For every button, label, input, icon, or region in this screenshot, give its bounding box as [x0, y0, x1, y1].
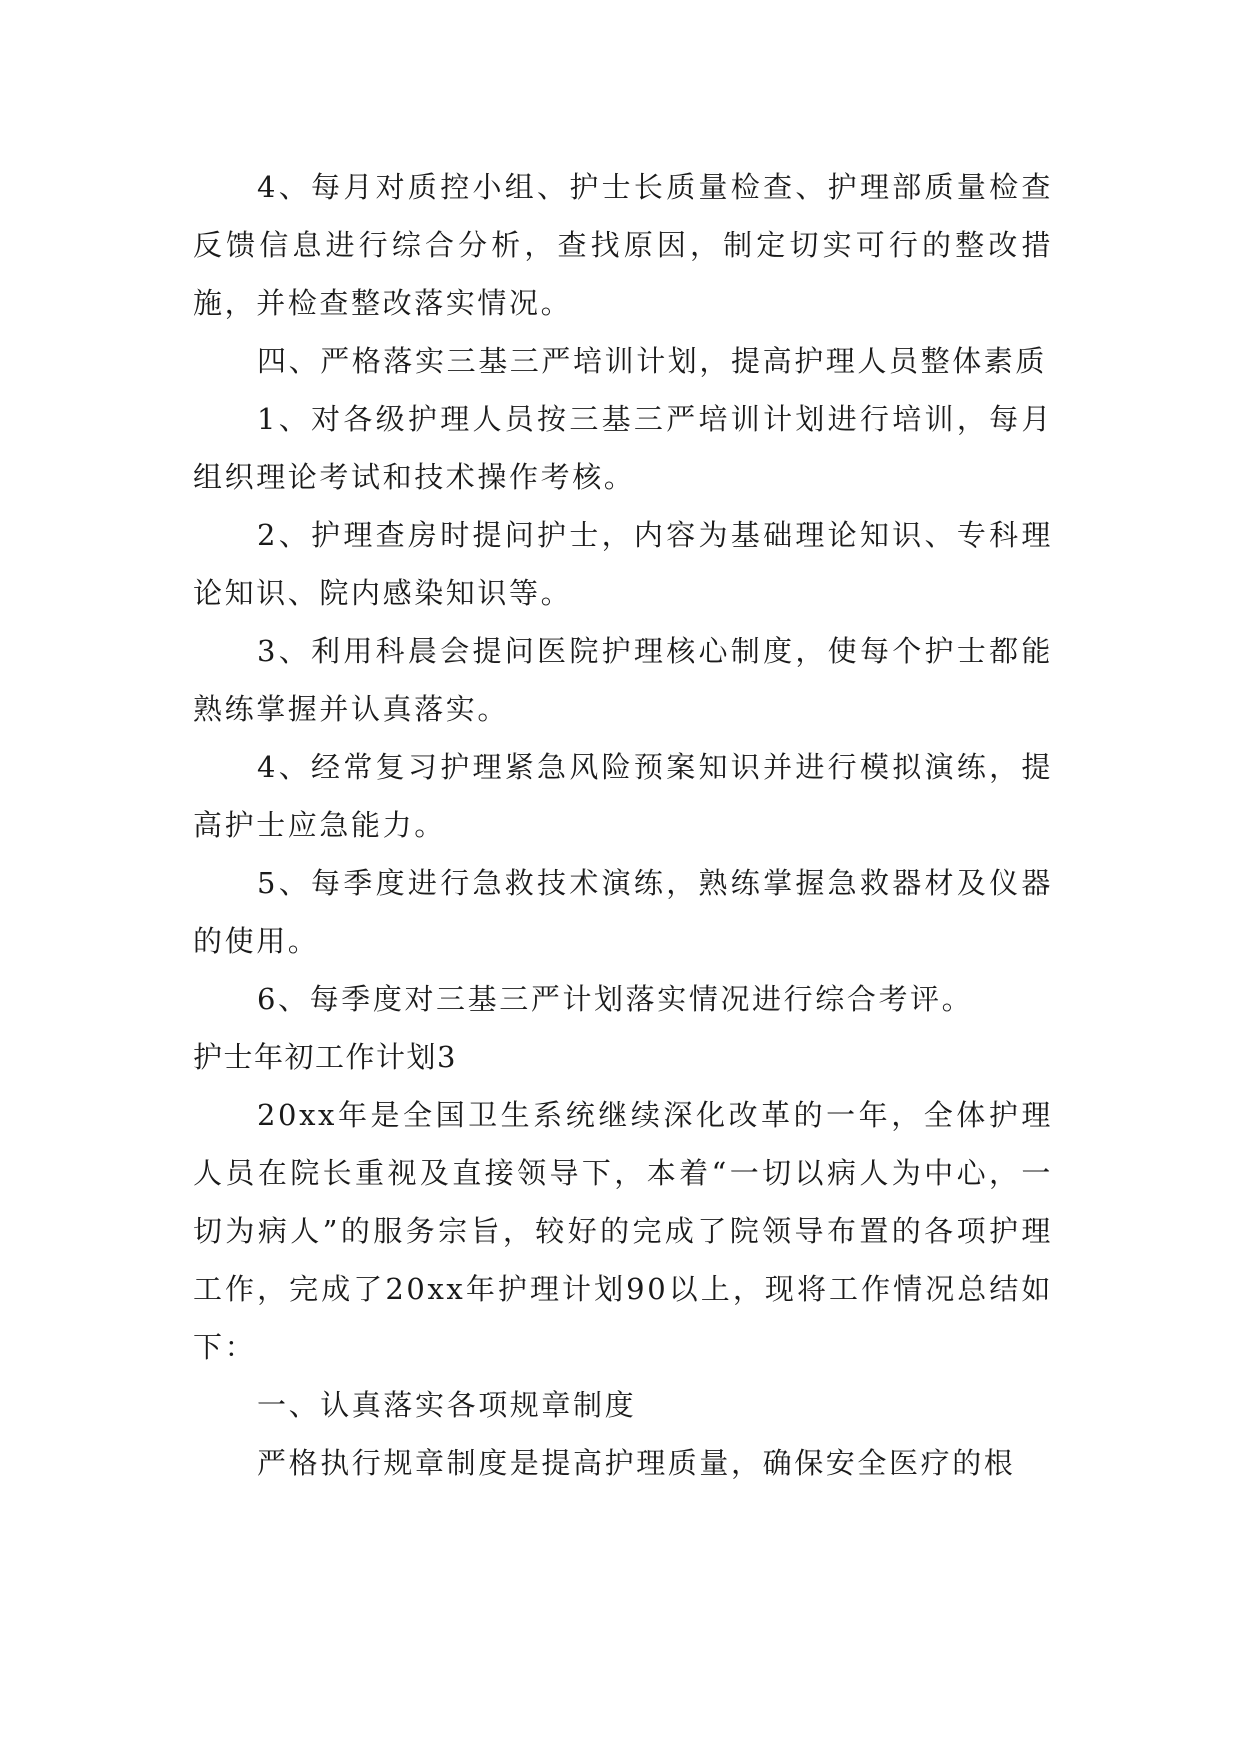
paragraph-item-2-rounds: 2、护理查房时提问护士，内容为基础理论知识、专科理论知识、院内感染知识等。 [193, 518, 1053, 610]
paragraph-item-5-first-aid: 5、每季度进行急救技术演练，熟练掌握急救器材及仪器的使用。 [193, 866, 1053, 958]
paragraph-intro: 20xx年是全国卫生系统继续深化改革的一年，全体护理人员在院长重视及直接领导下，本着“一切以病人为中心，一切为病人”的服务宗旨，较好的完成了院领导布置的各项护理工作，完成了20xx年护理计划90以上，现将工作情况总结如下： [193, 1098, 1053, 1364]
section-heading-rules: 一、认真落实各项规章制度 [257, 1388, 637, 1422]
paragraph-item-3-morning-meeting: 3、利用科晨会提问医院护理核心制度，使每个护士都能熟练掌握并认真落实。 [193, 634, 1053, 726]
paragraph-item-1-training: 1、对各级护理人员按三基三严培训计划进行培训，每月组织理论考试和技术操作考核。 [193, 402, 1053, 494]
section-heading-training: 四、严格落实三基三严培训计划，提高护理人员整体素质 [257, 344, 1048, 378]
document-title: 护士年初工作计划3 [193, 1040, 457, 1074]
paragraph-item-6-evaluation: 6、每季度对三基三严计划落实情况进行综合考评。 [257, 982, 974, 1016]
document-body [193, 158, 1053, 1492]
paragraph-item-4-emergency-drill: 4、经常复习护理紧急风险预案知识并进行模拟演练，提高护士应急能力。 [193, 750, 1053, 842]
paragraph-item-4-quality-analysis: 4、每月对质控小组、护士长质量检查、护理部质量检查反馈信息进行综合分析，查找原因，制定切实可行的整改措施，并检查整改落实情况。 [193, 170, 1053, 320]
paragraph-rules-start: 严格执行规章制度是提高护理质量，确保安全医疗的根 [257, 1446, 1016, 1480]
